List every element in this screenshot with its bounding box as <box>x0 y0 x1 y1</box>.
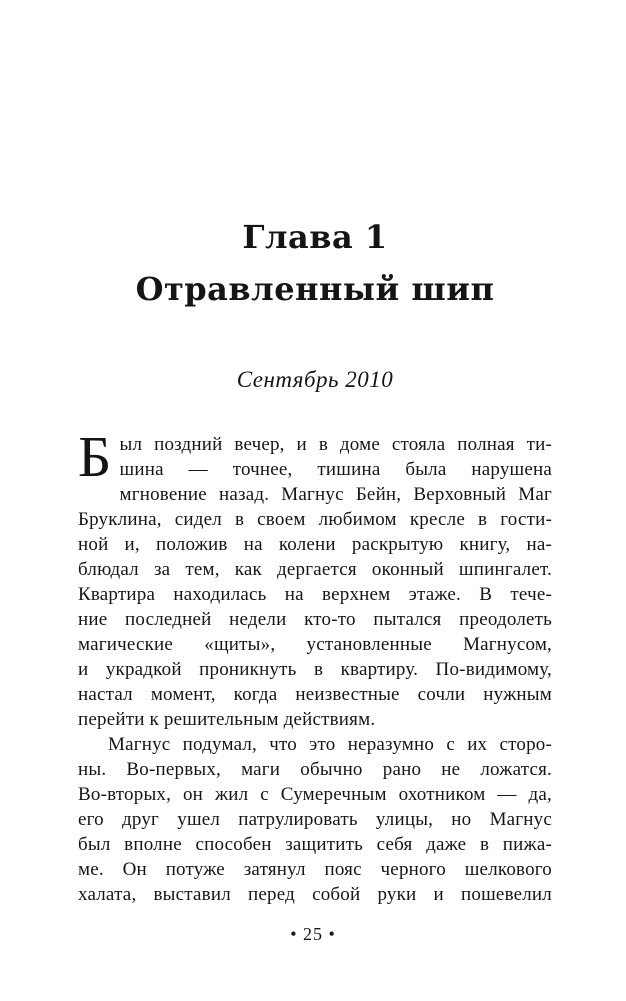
text-line: блюдал за тем, как дергается оконный шпингалет. <box>78 559 552 580</box>
drop-cap: Б <box>78 424 112 489</box>
text-line: и украдкой проникнуть в квартиру. По-видимому, <box>78 659 552 680</box>
text-line: был вполне способен защитить себя даже в пижа- <box>78 834 552 855</box>
text-line: ме. Он потуже затянул пояс черного шелкового <box>78 859 552 880</box>
text-line: ние последней недели кто-то пытался преодолеть <box>78 609 552 630</box>
paragraph <box>78 732 552 907</box>
date-heading: Сентябрь 2010 <box>236 367 394 392</box>
text-line: его друг ушел патрулировать улицы, но Магнус <box>78 809 552 830</box>
text-line: ыл поздний вечер, и в доме стояла полная ти- <box>119 434 552 455</box>
text-line: мгновение назад. Магнус Бейн, Верховный Маг <box>119 484 552 505</box>
text-line: Квартира находилась на верхнем этаже. В тече- <box>78 584 552 605</box>
text-line: шина — точнее, тишина была нарушена <box>119 459 552 480</box>
text-line: магические «щиты», установленные Магнусом, <box>78 634 552 655</box>
text-line: настал момент, когда неизвестные сочли нужным <box>78 684 552 705</box>
text-line: Бруклина, сидел в своем любимом кресле в гости- <box>78 509 552 530</box>
text-line: перейти к решительным действиям. <box>78 709 376 730</box>
text-line: Магнус подумал, что это неразумно с их сторо- <box>108 734 552 755</box>
chapter-number: Глава 1 <box>242 218 388 256</box>
paragraph <box>78 424 552 732</box>
body-text <box>78 424 552 907</box>
text-line: ны. Во-первых, маги обычно рано не ложатся. <box>78 759 552 780</box>
text-line: халата, выставил перед собой руки и пошевелил <box>78 884 552 905</box>
chapter-title: Отравленный шип <box>135 270 495 308</box>
text-line: Во-вторых, он жил с Сумеречным охотником — да, <box>78 784 552 805</box>
text-line: ной и, положив на колени раскрытую книгу, на- <box>78 534 552 555</box>
page-number: • 25 • <box>290 924 336 944</box>
